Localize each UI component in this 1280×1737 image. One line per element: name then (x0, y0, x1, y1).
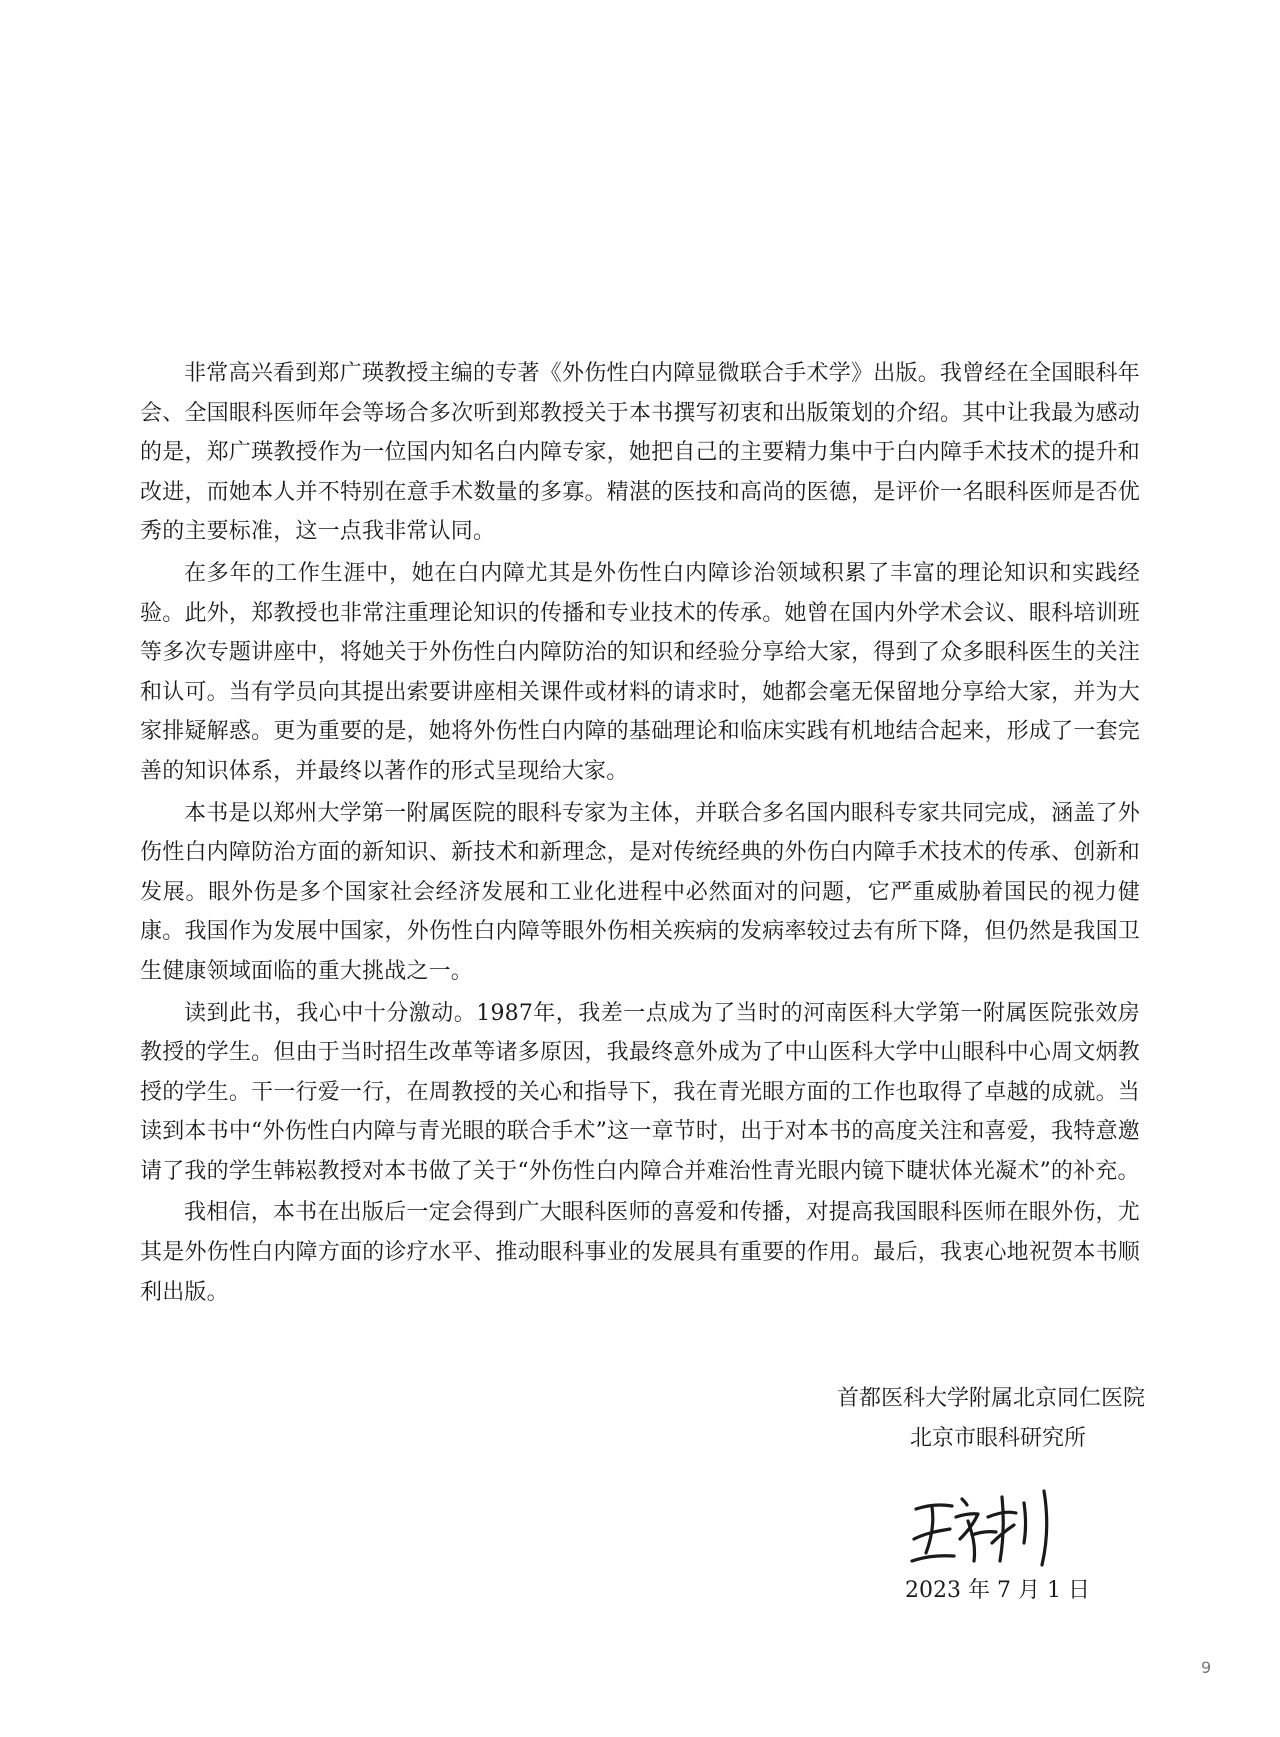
organization-line-2: 北京市眼科研究所 (909, 1426, 1086, 1451)
paragraph-5: 我相信，本书在出版后一定会得到广大眼科医师的喜爱和传播，对提高我国眼科医师在眼外伤，尤其是外伤性白内障方面的诊疗水平、推动眼科事业的发展具有重要的作用。最后，我衷心地祝贺本书顺利出版。 (140, 1200, 1140, 1305)
page-number: 9 (1201, 1658, 1212, 1677)
signature-block (725, 1379, 1145, 1459)
paragraph-4: 读到此书，我心中十分激动。1987年，我差一点成为了当时的河南医科大学第一附属医院张效房教授的学生。但由于当时招生改革等诸多原因，我最终意外成为了中山医科大学中山眼科中心周文炳教授的学生。干一行爱一行，在周教授的关心和指导下，我在青光眼方面的工作也取得了卓越的成就。当读到本书中“外伤性白内障与青光眼的联合手术”这一章节时，出于对本书的高度关注和喜爱，我特意邀请了我的学生韩崧教授对本书做了关于“外伤性白内障合并难治性青光眼内镜下睫状体光凝术”的补充。 (140, 1000, 1140, 1184)
signing-date: 2023 年 7 月 1 日 (905, 1578, 1090, 1603)
handwritten-signature (910, 1487, 1060, 1569)
paragraph-1: 非常高兴看到郑广瑛教授主编的专著《外伤性白内障显微联合手术学》出版。我曾经在全国眼科年会、全国眼科医师年会等场合多次听到郑教授关于本书撰写初衷和出版策划的介绍。其中让我最为感动的是，郑广瑛教授作为一位国内知名白内障专家，她把自己的主要精力集中于白内障手术技术的提升和改进，而她本人并不特别在意手术数量的多寡。精湛的医技和高尚的医德，是评价一名眼科医师是否优秀的主要标准，这一点我非常认同。 (140, 361, 1140, 545)
paragraph-2: 在多年的工作生涯中，她在白内障尤其是外伤性白内障诊治领域积累了丰富的理论知识和实践经验。此外，郑教授也非常注重理论知识的传播和专业技术的传承。她曾在国内外学术会议、眼科培训班等多次专题讲座中，将她关于外伤性白内障防治的知识和经验分享给大家，得到了众多眼科医生的关注和认可。当有学员向其提出索要讲座相关课件或材料的请求时，她都会毫无保留地分享给大家，并为大家排疑解惑。更为重要的是，她将外伤性白内障的基础理论和临床实践有机地结合起来，形成了一套完善的知识体系，并最终以著作的形式呈现给大家。 (140, 560, 1140, 784)
paragraph-3: 本书是以郑州大学第一附属医院的眼科专家为主体，并联合多名国内眼科专家共同完成，涵盖了外伤性白内障防治方面的新知识、新技术和新理念，是对传统经典的外伤白内障手术技术的传承、创新和发展。眼外伤是多个国家社会经济发展和工业化进程中必然面对的问题，它严重威胁着国民的视力健康。我国作为发展中国家，外伤性白内障等眼外伤相关疾病的发病率较过去有所下降，但仍然是我国卫生健康领域面临的重大挑战之一。 (140, 800, 1140, 984)
preface-body (140, 354, 1140, 1314)
organization-line-1: 首都医科大学附属北京同仁医院 (836, 1386, 1145, 1411)
